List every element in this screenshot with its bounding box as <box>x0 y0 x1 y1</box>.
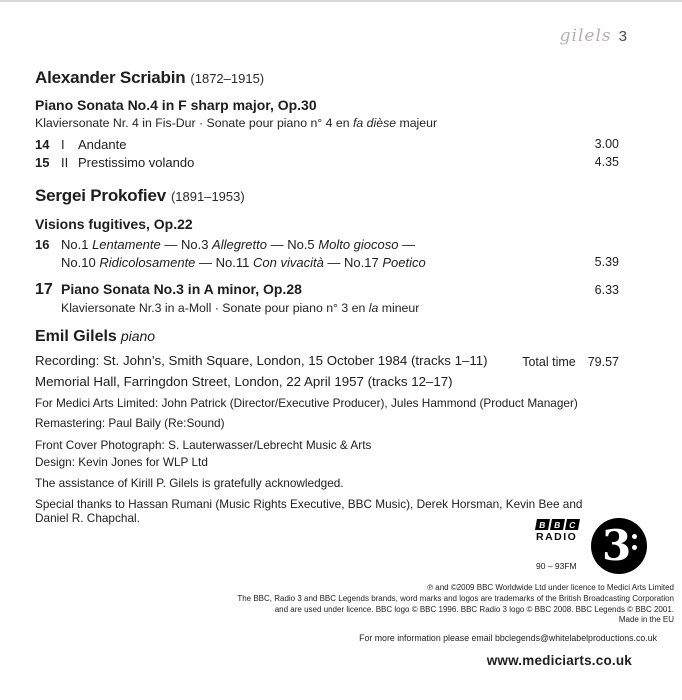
contact-email-line: For more information please email bbclegends@whitelabelproductions.co.uk <box>359 633 657 643</box>
legal-line-4: Made in the EU <box>618 615 674 625</box>
track-duration: 3.00 <box>594 137 619 151</box>
credit-thanks: Special thanks to Hassan Rumani (Music Rights Executive, BBC Music), Derek Horsman, Kevin Bee and Daniel R. Chapchal. <box>35 496 583 525</box>
performer-instrument: piano <box>120 328 156 344</box>
legal-line-2: The BBC, Radio 3 and BBC Legends brands, word marks and logos are trademarks of the British Broadcasting Corporation <box>237 593 674 603</box>
composer-scriabin <box>35 68 619 88</box>
page-number: 3 <box>618 28 627 45</box>
work-subtitle-sonata4: Klaviersonate Nr. 4 in Fis-Dur · Sonate pour piano n° 4 en fa dièse majeur <box>35 116 438 130</box>
recording-line-2: Memorial Hall, Farringdon Street, London, 22 April 1957 (tracks 12–17) <box>35 374 453 389</box>
credit-medici: For Medici Arts Limited: John Patrick (Director/Executive Producer), Jules Hammond (Product Manager) <box>35 396 578 410</box>
radio3-clef-dot <box>632 534 637 539</box>
track-title: No.1 Lentamente — No.3 Allegretto — No.5 Molto giocoso — No.10 Ridicolosamente — No.11 Con vivacità — No.17 Poetico <box>61 237 426 270</box>
table-row <box>35 236 619 271</box>
movement-numeral: I <box>61 137 65 152</box>
credits-section <box>35 396 610 526</box>
performer-name: Emil Gilels <box>35 328 117 345</box>
track-list-scriabin <box>35 136 619 171</box>
bbc-letter-block: B <box>535 519 550 530</box>
work-title-visions: Visions fugitives, Op.22 <box>35 216 193 232</box>
movement-numeral: II <box>61 154 69 170</box>
legal-section <box>237 583 674 626</box>
track-title: Piano Sonata No.3 in A minor, Op.28 <box>61 281 302 297</box>
bbc-frequency: 90 – 93FM <box>536 561 577 571</box>
bbc-letter-block: B <box>550 519 565 530</box>
track-duration: 5.39 <box>594 254 619 269</box>
credit-design: Design: Kevin Jones for WLP Ltd <box>35 454 208 469</box>
track-number: 14 <box>35 137 50 152</box>
performer-line <box>35 328 619 346</box>
bbc-radio-label: RADIO <box>536 531 578 543</box>
legal-line-1: ℗ and ©2009 BBC Worldwide Ltd under licence to Medici Arts Limited <box>427 583 674 592</box>
composer-name: Alexander Scriabin <box>35 68 186 87</box>
booklet-title: gilels <box>559 26 612 46</box>
table-row <box>35 281 619 315</box>
table-row <box>35 154 619 172</box>
radio3-circle-icon <box>591 518 647 574</box>
credit-assistance: The assistance of Kirill P. Gilels is gratefully acknowledged. <box>35 476 344 490</box>
track-duration: 4.35 <box>594 154 619 169</box>
bbc-radio3-logo <box>536 519 647 574</box>
total-time-label: Total time <box>522 355 576 369</box>
radio3-clef-dot <box>632 545 637 550</box>
bbc-letter-block: C <box>565 519 580 530</box>
work-subtitle-sonata3: Klaviersonate Nr.3 in a-Moll · Sonate pour piano n° 3 en la mineur <box>61 301 420 315</box>
track-duration: 6.33 <box>594 283 619 297</box>
track-title: Prestissimo volando <box>78 154 195 170</box>
credit-remastering: Remastering: Paul Baily (Re:Sound) <box>35 415 225 430</box>
composer-name: Sergei Prokofiev <box>35 186 166 205</box>
track-title: Andante <box>78 137 127 152</box>
table-row <box>35 136 619 154</box>
credit-photograph: Front Cover Photograph: S. Lauterwasser/Lebrecht Music & Arts <box>35 438 372 452</box>
website-url: www.mediciarts.co.uk <box>486 653 632 668</box>
recording-info <box>35 350 642 392</box>
recording-line-1: Recording: St. John’s, Smith Square, London, 15 October 1984 (tracks 1–11) <box>35 353 488 368</box>
programme-section <box>35 68 619 369</box>
composer-dates: (1872–1915) <box>190 71 265 86</box>
track-number: 17 <box>35 281 53 298</box>
composer-prokofiev <box>35 186 619 206</box>
track-number: 16 <box>35 237 50 252</box>
page-header <box>560 26 627 46</box>
bbc-logo-icon <box>536 519 586 530</box>
composer-dates: (1891–1953) <box>170 189 245 204</box>
work-title-sonata4: Piano Sonata No.4 in F sharp major, Op.30 <box>35 97 317 113</box>
radio3-number: 3 <box>602 521 632 570</box>
total-time-value: 79.57 <box>587 355 619 369</box>
track-number: 15 <box>35 154 50 170</box>
legal-line-3: and are used under licence. BBC logo © BBC 1996. BBC Radio 3 logo © BBC 2008. BBC Legends © BBC 2001. <box>274 604 674 614</box>
